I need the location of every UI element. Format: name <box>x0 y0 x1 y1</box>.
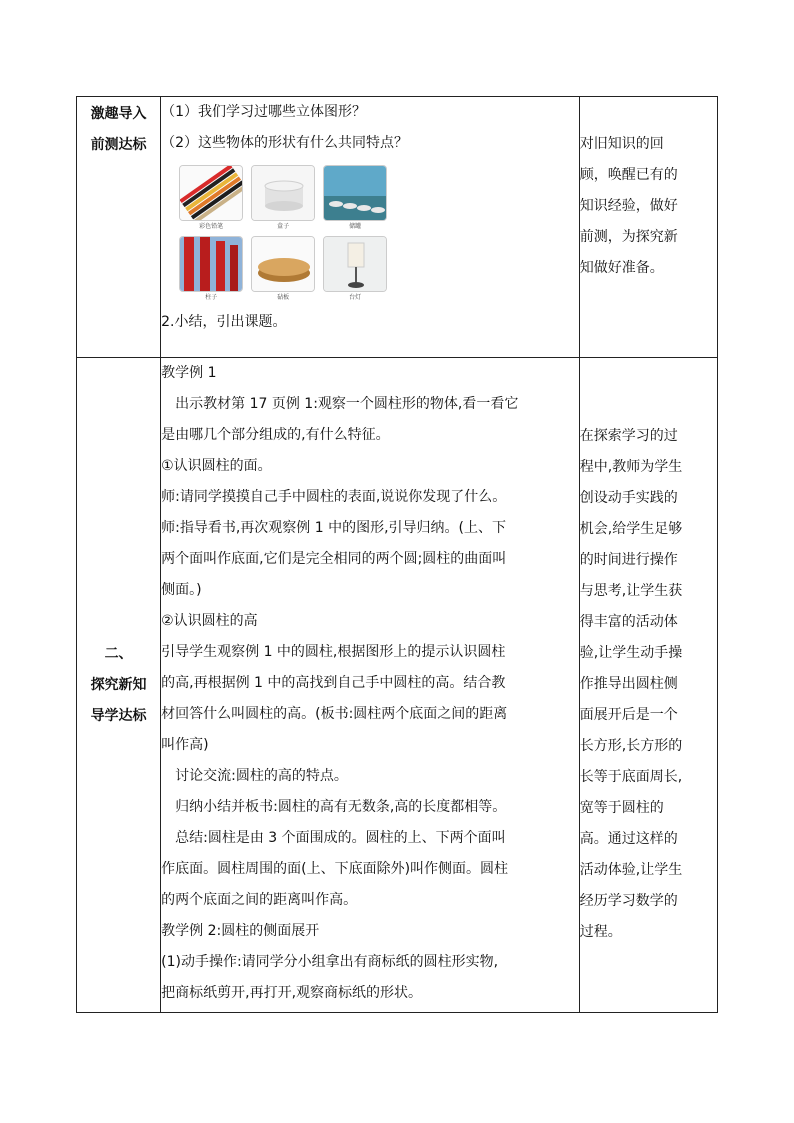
round-box-icon <box>251 165 315 221</box>
stage-label: 探究新知 <box>90 676 147 693</box>
lesson-line: 教学例 2:圆柱的侧面展开 <box>161 923 320 939</box>
note-line: 长等于底面周长, <box>579 769 683 785</box>
lesson-line: 总结:圆柱是由 3 个面围成的。圆柱的上、下两个面叫 <box>175 830 506 846</box>
note-line: 面展开后是一个 <box>579 707 678 723</box>
lesson-line: 把商标纸剪开,再打开,观察商标纸的形状。 <box>161 985 423 1001</box>
storage-tanks-icon <box>323 165 387 221</box>
note-line: 长方形,长方形的 <box>579 738 683 754</box>
photo-round-box <box>251 165 315 232</box>
lesson-line: 叫作高) <box>161 737 209 753</box>
note-line: 宽等于圆柱的 <box>579 800 664 816</box>
lesson-line: 师:指导看书,再次观察例 1 中的图形,引导归纳。(上、下 <box>161 520 507 536</box>
note-line: 对旧知识的回 <box>579 136 664 152</box>
lesson-line: 讨论交流:圆柱的高的特点。 <box>175 768 348 784</box>
lesson-line: 出示教材第 17 页例 1:观察一个圆柱形的物体,看一看它 <box>175 396 519 412</box>
stage-label: 激趣导入 <box>90 106 147 122</box>
note-line: 前测，为探究新 <box>579 229 678 245</box>
note-cell-intro <box>579 97 717 358</box>
photo-colored-pencils <box>179 165 243 232</box>
row-intro <box>77 97 718 358</box>
lesson-line: 的高,再根据例 1 中的高找到自己手中圆柱的高。结合教 <box>161 675 506 691</box>
lesson-line: 归纳小结并板书:圆柱的高有无数条,高的长度都相等。 <box>175 799 507 815</box>
lesson-line: (1)动手操作:请同学分小组拿出有商标纸的圆柱形实物, <box>161 954 499 970</box>
red-pillars-icon <box>179 236 243 292</box>
photo-caption: 彩色铅笔 <box>199 223 224 230</box>
photo-caption: 盒子 <box>277 223 290 230</box>
lesson-line: ②认识圆柱的高 <box>161 613 258 629</box>
lesson-line: 材回答什么叫圆柱的高。(板书:圆柱两个底面之间的距离 <box>161 706 508 722</box>
lesson-line: 引导学生观察例 1 中的圆柱,根据图形上的提示认识圆柱 <box>161 644 506 660</box>
stage-label: 二、 <box>104 645 133 662</box>
note-line: 在探索学习的过 <box>579 428 678 444</box>
table-lamp-icon <box>323 236 387 292</box>
note-line: 知做好准备。 <box>579 260 664 276</box>
lesson-line: 是由哪几个部分组成的,有什么特征。 <box>161 427 390 443</box>
summary-text: 2.小结，引出课题。 <box>161 314 287 330</box>
stage-cell-intro <box>77 97 161 358</box>
photo-caption: 砧板 <box>277 294 290 301</box>
lesson-line: 两个面叫作底面,它们是完全相同的两个圆;圆柱的曲面叫 <box>161 551 507 567</box>
note-line: 经历学习数学的 <box>579 893 678 909</box>
note-line: 过程。 <box>579 924 622 940</box>
photo-red-pillars <box>179 236 243 303</box>
stage-label: 导学达标 <box>90 707 147 724</box>
lesson-line: 教学例 1 <box>161 365 217 381</box>
note-cell-explore <box>579 358 717 1013</box>
note-line: 活动体验,让学生 <box>579 862 683 878</box>
photo-caption: 台灯 <box>349 294 362 301</box>
note-line: 作推导出圆柱侧 <box>579 676 678 692</box>
lesson-table <box>76 96 718 1013</box>
question-2: （2）这些物体的形状有什么共同特点？ <box>161 135 409 151</box>
object-photos <box>179 165 579 303</box>
lesson-line: 作底面。圆柱周围的面(上、下底面除外)叫作侧面。圆柱 <box>161 861 509 877</box>
question-1: （1）我们学习过哪些立体图形？ <box>161 104 367 120</box>
cutting-board-icon <box>251 236 315 292</box>
row-explore <box>77 358 718 1013</box>
stage-cell-explore <box>77 358 161 1013</box>
note-line: 得丰富的活动体 <box>579 614 678 630</box>
photo-caption: 柱子 <box>205 294 218 301</box>
content-cell-explore <box>161 358 580 1013</box>
note-line: 的时间进行操作 <box>579 552 678 568</box>
photo-cutting-board <box>251 236 315 303</box>
photo-table-lamp <box>323 236 387 303</box>
note-line: 验,让学生动手操 <box>579 645 683 661</box>
note-line: 机会,给学生足够 <box>579 521 683 537</box>
note-line: 知识经验，做好 <box>579 198 678 214</box>
lesson-line: 侧面。) <box>161 582 202 598</box>
content-cell-intro <box>161 97 580 358</box>
photo-caption: 储罐 <box>349 223 362 230</box>
note-line: 高。通过这样的 <box>579 831 678 847</box>
colored-pencils-icon <box>179 165 243 221</box>
photo-storage-tanks <box>323 165 387 232</box>
lesson-line: 的两个底面之间的距离叫作高。 <box>161 892 358 908</box>
lesson-line: ①认识圆柱的面。 <box>161 458 272 474</box>
note-line: 程中,教师为学生 <box>579 459 683 475</box>
note-line: 创设动手实践的 <box>579 490 678 506</box>
note-line: 与思考,让学生获 <box>579 583 683 599</box>
stage-label: 前测达标 <box>90 137 147 153</box>
lesson-line: 师:请同学摸摸自己手中圆柱的表面,说说你发现了什么。 <box>161 489 507 505</box>
note-line: 顾，唤醒已有的 <box>579 167 678 183</box>
